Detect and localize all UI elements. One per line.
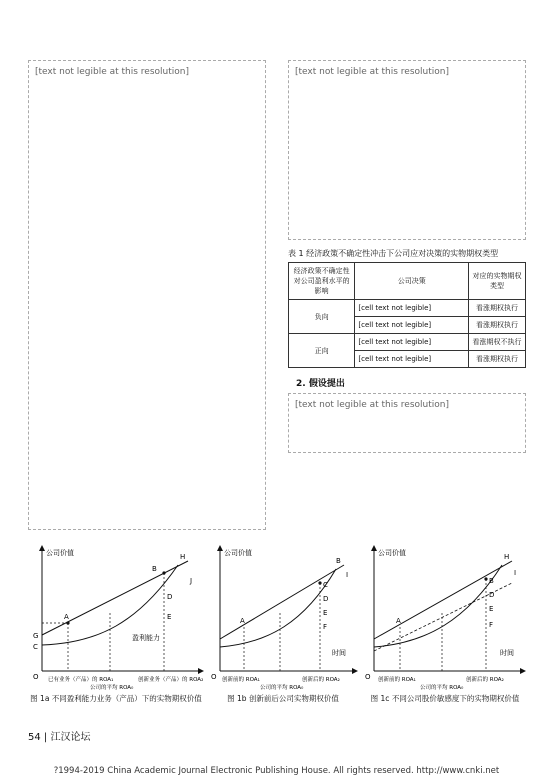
figure-1a-diagram	[28, 543, 204, 691]
point-label: A	[64, 613, 69, 621]
point-label: D	[489, 591, 495, 599]
x-axis-arrow	[352, 668, 358, 674]
table-cell-decision: [cell text not legible]	[355, 334, 469, 351]
figure-1b-caption: 图 1b 创新前后公司实物期权价值	[227, 694, 339, 703]
table-header-cell: 经济政策不确定性对公司盈利水平的影响	[289, 263, 355, 300]
copyright-notice: ?1994-2019 China Academic Journal Electronic Publishing House. All rights reserved. http://www.cnki.net	[53, 766, 500, 776]
point-label: F	[489, 621, 494, 629]
table-cell-impact: 负向	[289, 300, 355, 334]
x-tick-label: 创新后的 ROA₂	[466, 677, 504, 683]
point-label: E	[167, 613, 172, 621]
left-column	[28, 60, 266, 530]
point-label: E	[323, 609, 328, 617]
section-heading: 2. 假设提出	[296, 379, 345, 389]
x-tick-label: 公司的平均 ROA₀	[260, 685, 304, 691]
table-header-cell: 公司决策	[355, 263, 469, 300]
point-label: D	[323, 595, 329, 603]
x-tick-label: 创新前的 ROA₁	[222, 677, 260, 683]
figure-1a-caption: 图 1a 不同盈利能力业务（产品）下的实物期权价值	[30, 694, 202, 703]
origin-label: O	[365, 673, 371, 681]
point-label: B	[336, 557, 341, 565]
x-tick-label: 创新前的 ROA₁	[378, 677, 416, 683]
table-row	[289, 300, 526, 317]
x-tick-label: 创新业务（产品）的 ROA₂	[138, 677, 204, 683]
point-label: B	[152, 565, 157, 573]
point-marker	[484, 577, 487, 580]
figure-1b-diagram	[208, 543, 358, 691]
line-label: I	[514, 569, 517, 577]
figure-1c-caption: 图 1c 不同公司股价敏感度下的实物期权价值	[370, 694, 520, 703]
x-axis-label: 盈利能力	[132, 634, 160, 642]
real-option-table	[288, 262, 526, 368]
y-axis-arrow	[217, 545, 223, 551]
point-label: A	[396, 617, 401, 625]
x-axis-label: 时间	[332, 649, 346, 657]
line-label: I	[346, 571, 349, 579]
point-label: C	[323, 581, 328, 589]
y-axis-arrow	[39, 545, 45, 551]
figure-1a	[28, 543, 204, 704]
table-cell-option-type: 看涨期权执行	[469, 300, 526, 317]
y-axis-label: 公司价值	[224, 549, 252, 557]
point-marker	[66, 621, 69, 624]
point-label: A	[240, 617, 245, 625]
point-label: G	[33, 632, 39, 640]
table-cell-option-type: 看涨期权执行	[469, 317, 526, 334]
y-axis-label: 公司价值	[46, 549, 74, 557]
point-label: H	[180, 553, 186, 561]
table-header-cell: 对应的实物期权类型	[469, 263, 526, 300]
figures-row	[28, 543, 528, 718]
origin-label: O	[33, 673, 39, 681]
table-header-row	[289, 263, 526, 300]
figure-1c	[362, 543, 528, 704]
right-column-body-text-top: [text not legible at this resolution]	[288, 60, 526, 240]
table-cell-decision: [cell text not legible]	[355, 300, 469, 317]
point-label: E	[489, 605, 494, 613]
table-caption: 表 1 经济政策不确定性冲击下公司应对决策的实物期权类型	[288, 249, 499, 258]
origin-label: O	[211, 673, 217, 681]
point-label: D	[167, 593, 173, 601]
journal-name: 江汉论坛	[50, 732, 91, 743]
table-cell-decision: [cell text not legible]	[355, 317, 469, 334]
point-marker	[318, 581, 321, 584]
figure-1c-diagram	[362, 543, 528, 691]
table-row	[289, 334, 526, 351]
page-footer	[28, 728, 90, 743]
x-tick-label: 公司的平均 ROA₀	[420, 685, 464, 691]
table-cell-option-type: 看涨期权执行	[469, 351, 526, 368]
table-cell-option-type: 看涨期权不执行	[469, 334, 526, 351]
table-cell-decision: [cell text not legible]	[355, 351, 469, 368]
footer-separator: |	[43, 732, 51, 743]
x-axis-label: 时间	[500, 649, 514, 657]
y-axis-arrow	[371, 545, 377, 551]
point-label: F	[323, 623, 328, 631]
x-tick-label: 公司的平均 ROA₀	[90, 685, 134, 691]
x-tick-label: 已有业务（产品）的 ROA₁	[48, 677, 114, 683]
y-axis-label: 公司价值	[378, 549, 406, 557]
line-label: J	[190, 577, 193, 585]
table-cell-impact: 正向	[289, 334, 355, 368]
point-label: H	[504, 553, 510, 561]
x-axis-arrow	[198, 668, 204, 674]
point-marker	[162, 571, 165, 574]
right-column	[288, 60, 526, 453]
page-number: 54	[28, 732, 41, 743]
left-column-body-text: [text not legible at this resolution]	[28, 60, 266, 530]
point-label: B	[489, 577, 494, 585]
x-axis-arrow	[520, 668, 526, 674]
right-column-body-text-bottom: [text not legible at this resolution]	[288, 393, 526, 453]
point-label: C	[33, 643, 38, 651]
figure-1b	[208, 543, 358, 704]
x-tick-label: 创新后的 ROA₂	[302, 677, 340, 683]
